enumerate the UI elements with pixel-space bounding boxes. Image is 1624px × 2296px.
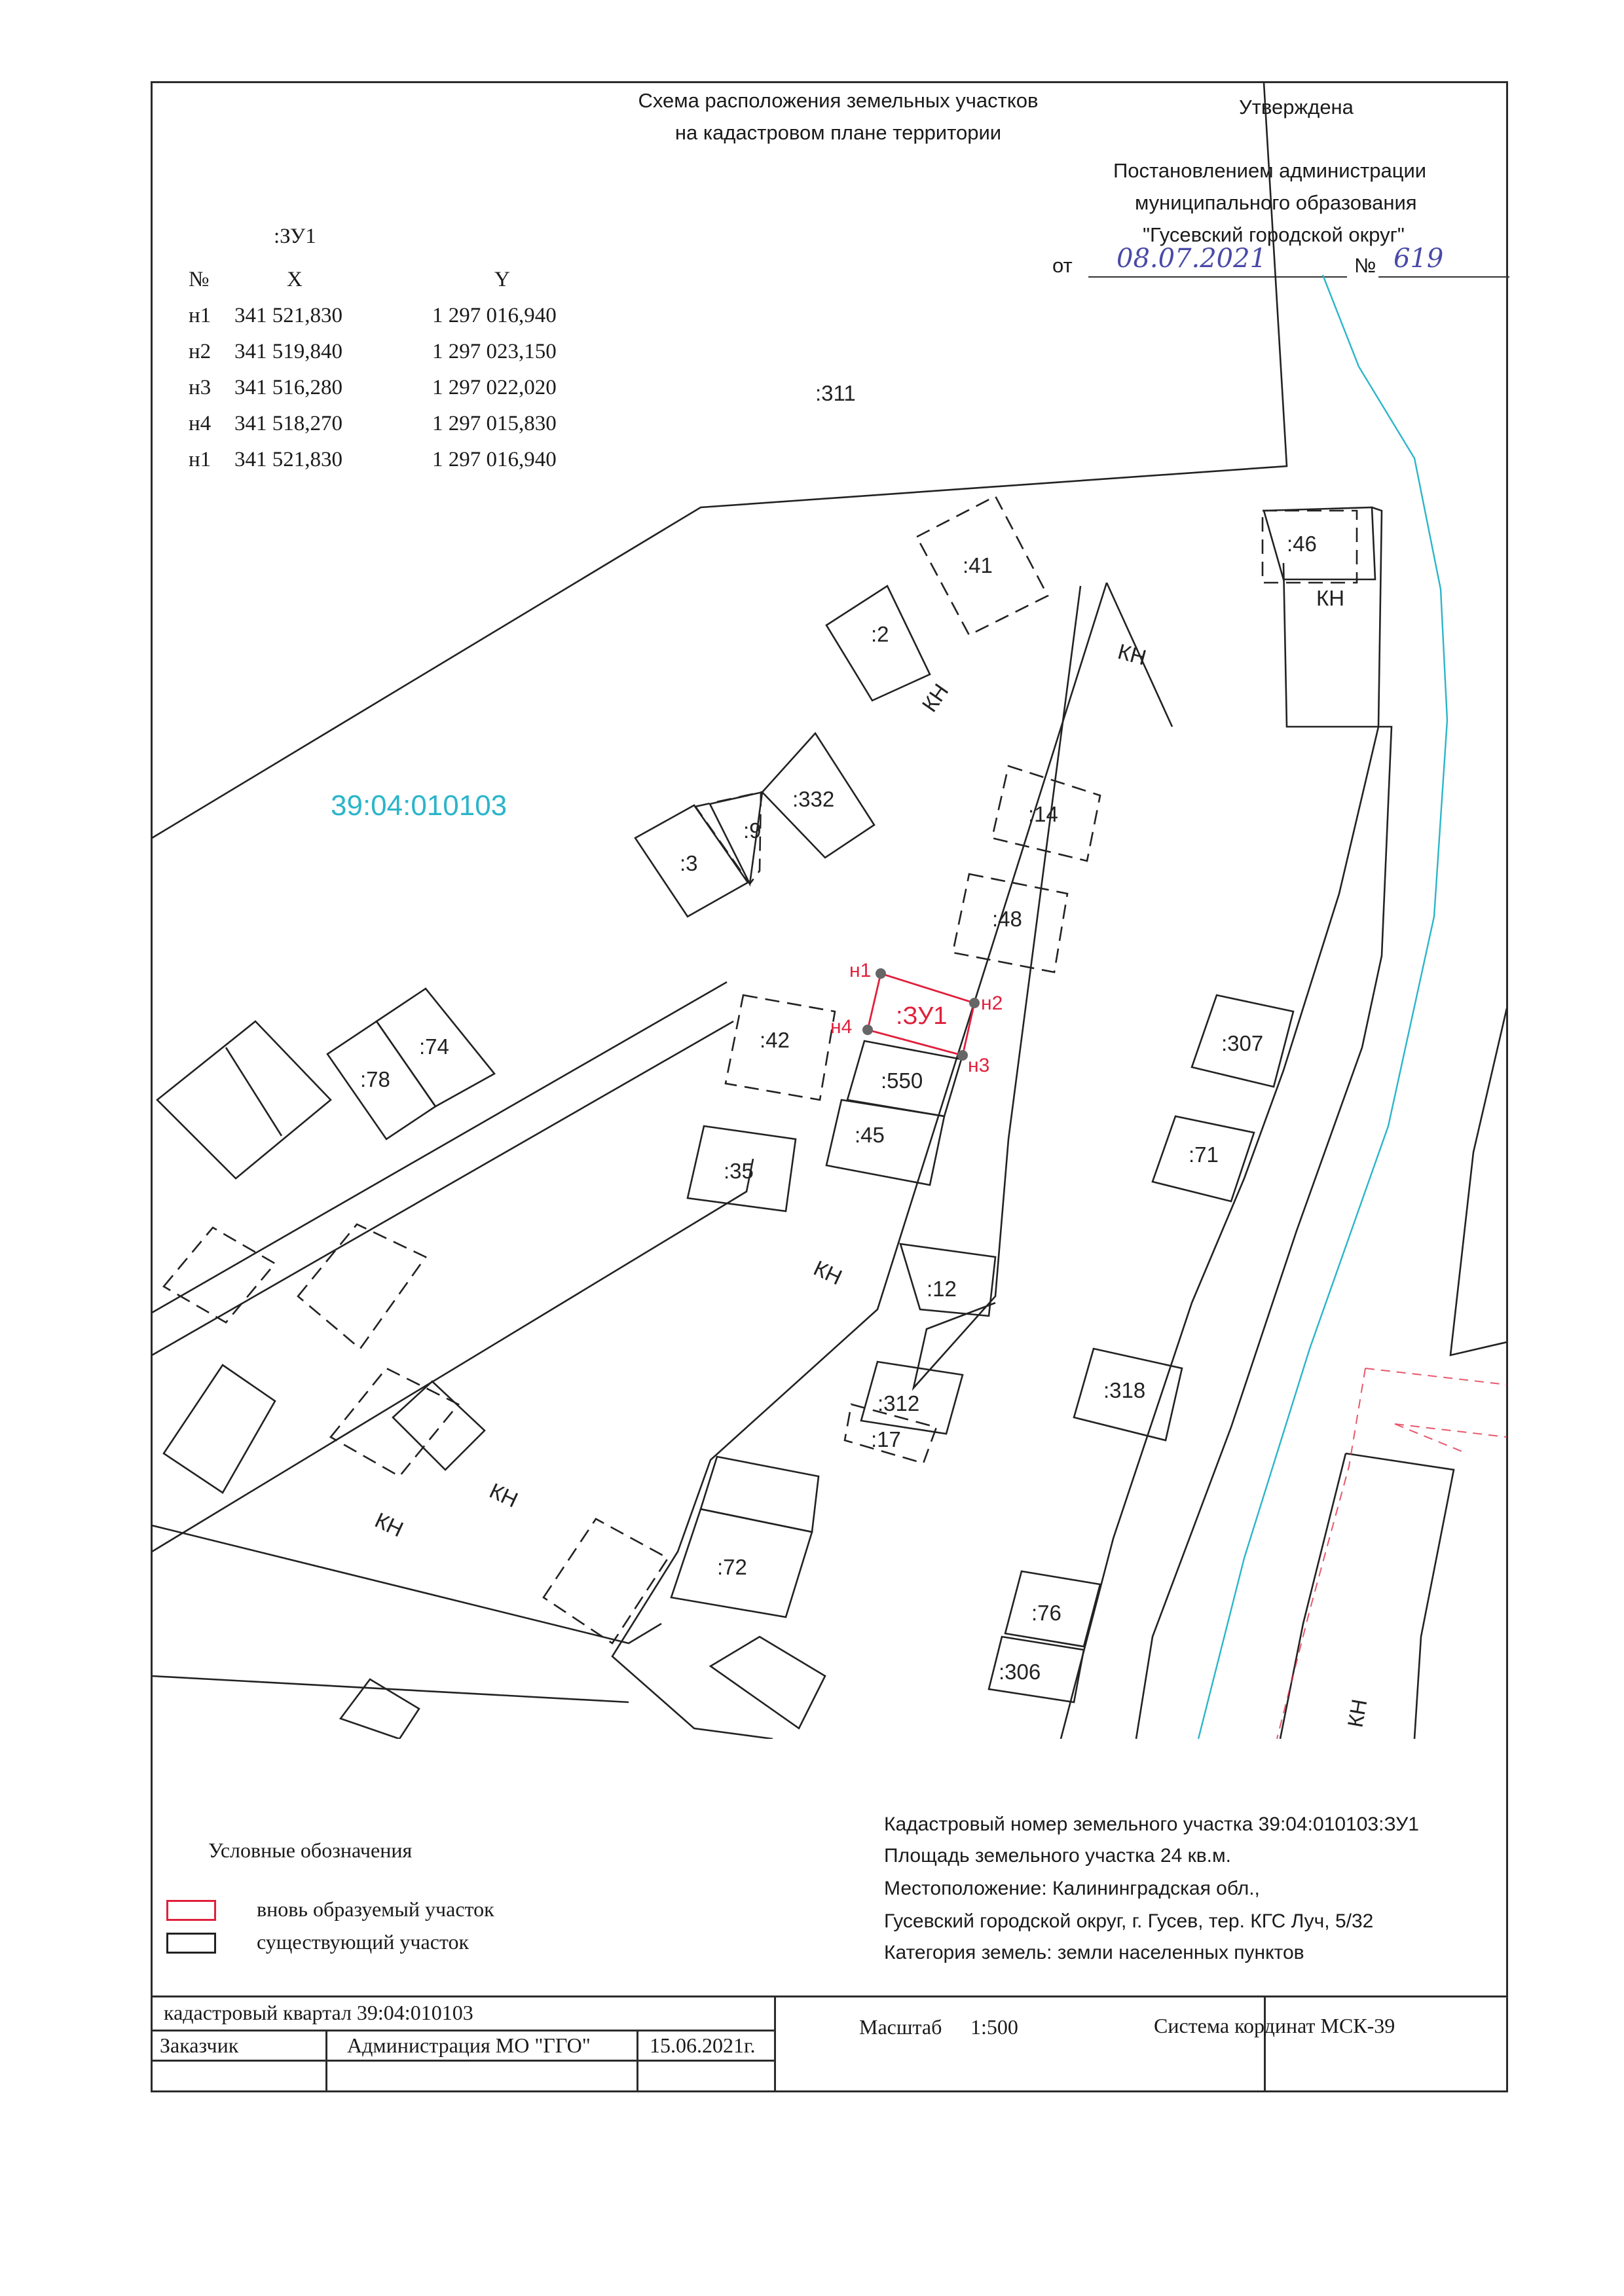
approval-date: 08.07.2021: [1116, 244, 1267, 274]
east-strip-east: [1136, 563, 1392, 1739]
coords-y: 1 297 023,150: [432, 340, 557, 363]
coords-x: 341 519,840: [234, 340, 342, 363]
parcel-dashed-lower: [544, 1519, 668, 1643]
label-332: :332: [792, 787, 835, 811]
approval-number-label: №: [1354, 254, 1376, 277]
east-strip-west: [1061, 727, 1378, 1739]
legend-label-new: вновь образуемый участок: [257, 1897, 494, 1921]
boundary-lower-left-2: [152, 1676, 629, 1702]
label-78: :78: [360, 1067, 390, 1091]
footer-rule: [152, 1995, 1508, 1997]
label-46: :46: [1287, 532, 1317, 556]
parcel-46-solid: [1264, 507, 1375, 579]
footer-quarter: кадастровый квартал 39:04:010103: [164, 2001, 473, 2024]
coords-header-y: Y: [494, 268, 510, 291]
boundary-lower-left: [152, 1525, 661, 1643]
footer-customer: Администрация МО "ГГО": [347, 2033, 591, 2057]
footer-table: [152, 1995, 1508, 2092]
point-label-n4: н4: [830, 1016, 853, 1038]
approval-line-1: Постановлением администрации: [1113, 159, 1427, 182]
approval-line-3: "Гусевский городской округ": [1143, 223, 1405, 246]
label-42: :42: [760, 1028, 790, 1052]
footer-rule: [152, 2060, 774, 2062]
label-12: :12: [927, 1277, 957, 1301]
point-n4-marker: [862, 1025, 873, 1035]
label-312: :312: [877, 1391, 920, 1415]
legend-swatch-new: [166, 1900, 216, 1921]
coords-point: н2: [189, 340, 212, 363]
coords-y: 1 297 022,020: [432, 376, 557, 399]
info-cadastral-number: Кадастровый номер земельного участка 39:04:010103:ЗУ1: [884, 1813, 1419, 1835]
parcel-big-left: [157, 1021, 331, 1178]
approval-heading: Утверждена: [1239, 96, 1354, 118]
street-strip-west: [612, 583, 1107, 1739]
zone-label-kn: КН: [810, 1255, 846, 1290]
zone-label-kn: КН: [1115, 639, 1149, 670]
footer-customer-label: Заказчик: [160, 2033, 239, 2057]
label-35: :35: [724, 1159, 754, 1183]
label-48: :48: [992, 907, 1022, 931]
coords-point: н4: [189, 412, 212, 435]
red-dashed-boundary-1: [1365, 1368, 1507, 1385]
right-lower-parcel: [1346, 1453, 1454, 1739]
label-41: :41: [963, 553, 993, 577]
parcel-dashed-left-3: [331, 1368, 458, 1476]
parcel-45: [826, 1100, 944, 1185]
parcel-72-top: [701, 1457, 819, 1532]
coords-x: 341 521,830: [234, 448, 342, 471]
point-label-n1: н1: [849, 960, 872, 981]
label-72: :72: [717, 1555, 747, 1579]
coords-parcel-label: :ЗУ1: [274, 225, 316, 248]
coords-x: 341 516,280: [234, 376, 342, 399]
parcel-bottom-2: [710, 1637, 825, 1728]
label-17: :17: [871, 1427, 901, 1451]
label-311: :311: [815, 381, 856, 405]
label-76: :76: [1031, 1601, 1061, 1625]
coords-point: н1: [189, 448, 212, 471]
approval-number: 619: [1393, 244, 1444, 274]
footer-rule: [1264, 1995, 1266, 2092]
footer-rule: [325, 2030, 327, 2092]
river-line: [1198, 275, 1447, 1739]
coords-point: н1: [189, 304, 212, 327]
road-boundary-west: [152, 1021, 733, 1355]
coords-y: 1 297 015,830: [432, 412, 557, 435]
coords-y: 1 297 016,940: [432, 304, 557, 327]
label-318: :318: [1103, 1378, 1146, 1402]
label-45: :45: [855, 1123, 885, 1147]
label-306: :306: [999, 1660, 1041, 1684]
road-boundary-west-inner: [152, 982, 727, 1313]
zone-label-kn: КН: [917, 679, 953, 717]
parcel-dashed-left-1: [164, 1228, 275, 1322]
coords-point: н3: [189, 376, 212, 399]
zone-label-kn: КН: [1342, 1697, 1372, 1730]
boundary-311-top: [152, 82, 1287, 838]
point-n3-marker: [957, 1050, 968, 1061]
legend-title: Условные обозначения: [208, 1838, 413, 1862]
footer-coord-system: Система кординат МСК-39: [1154, 2014, 1395, 2037]
title-line-2: на кадастровом плане территории: [674, 121, 1002, 144]
label-3: :3: [680, 851, 698, 875]
footer-rule: [774, 1995, 776, 2092]
label-zu1: :ЗУ1: [896, 1002, 948, 1030]
info-category: Категория земель: земли населенных пунктов: [884, 1942, 1304, 1963]
legend-label-existing: существующий участок: [257, 1930, 470, 1954]
label-2: :2: [871, 622, 889, 646]
parcel-dashed-left-2: [298, 1224, 426, 1349]
point-n1-marker: [876, 968, 886, 979]
footer-rule: [152, 2030, 774, 2032]
legend-swatch-existing: [166, 1933, 216, 1954]
info-location-1: Местоположение: Калининградская обл.,: [884, 1878, 1260, 1899]
footer-rule: [637, 2030, 638, 2092]
title-line-1: Схема расположения земельных участков: [638, 89, 1039, 112]
approval-line-2: муниципального образования: [1135, 191, 1417, 214]
info-area: Площадь земельного участка 24 кв.м.: [884, 1845, 1231, 1867]
quarter-label: 39:04:010103: [331, 790, 507, 822]
coords-x: 341 518,270: [234, 412, 342, 435]
label-550: :550: [881, 1068, 923, 1093]
point-label-n2: н2: [981, 993, 1003, 1014]
label-307: :307: [1221, 1031, 1264, 1055]
coords-header-x: X: [287, 268, 303, 291]
coords-header-no: №: [189, 268, 210, 291]
coords-y: 1 297 016,940: [432, 448, 557, 471]
label-71: :71: [1189, 1142, 1219, 1167]
zone-label-kn: КН: [371, 1507, 407, 1542]
label-14: :14: [1028, 802, 1058, 826]
footer-scale: 1:500: [970, 2015, 1018, 2039]
info-location-2: Гусевский городской округ, г. Гусев, тер. КГС Луч, 5/32: [884, 1910, 1374, 1932]
zone-label-kn: КН: [1316, 586, 1345, 610]
point-label-n3: н3: [968, 1055, 990, 1076]
parcel-big-left-divider: [226, 1048, 282, 1136]
footer-date: 15.06.2021г.: [650, 2033, 756, 2057]
point-n2-marker: [969, 998, 980, 1008]
coords-x: 341 521,830: [234, 304, 342, 327]
right-bank-boundary: [1450, 1008, 1507, 1355]
parcel-left-lower: [164, 1365, 275, 1493]
footer-scale-label: Масштаб: [859, 2015, 942, 2039]
right-lower-parcel-2: [1280, 1453, 1346, 1739]
approval-from-label: от: [1052, 254, 1073, 277]
label-9: :9: [743, 818, 762, 843]
road-boundary-east-long: [152, 1159, 753, 1552]
zone-label-kn: КН: [486, 1478, 522, 1512]
label-74: :74: [419, 1034, 449, 1059]
